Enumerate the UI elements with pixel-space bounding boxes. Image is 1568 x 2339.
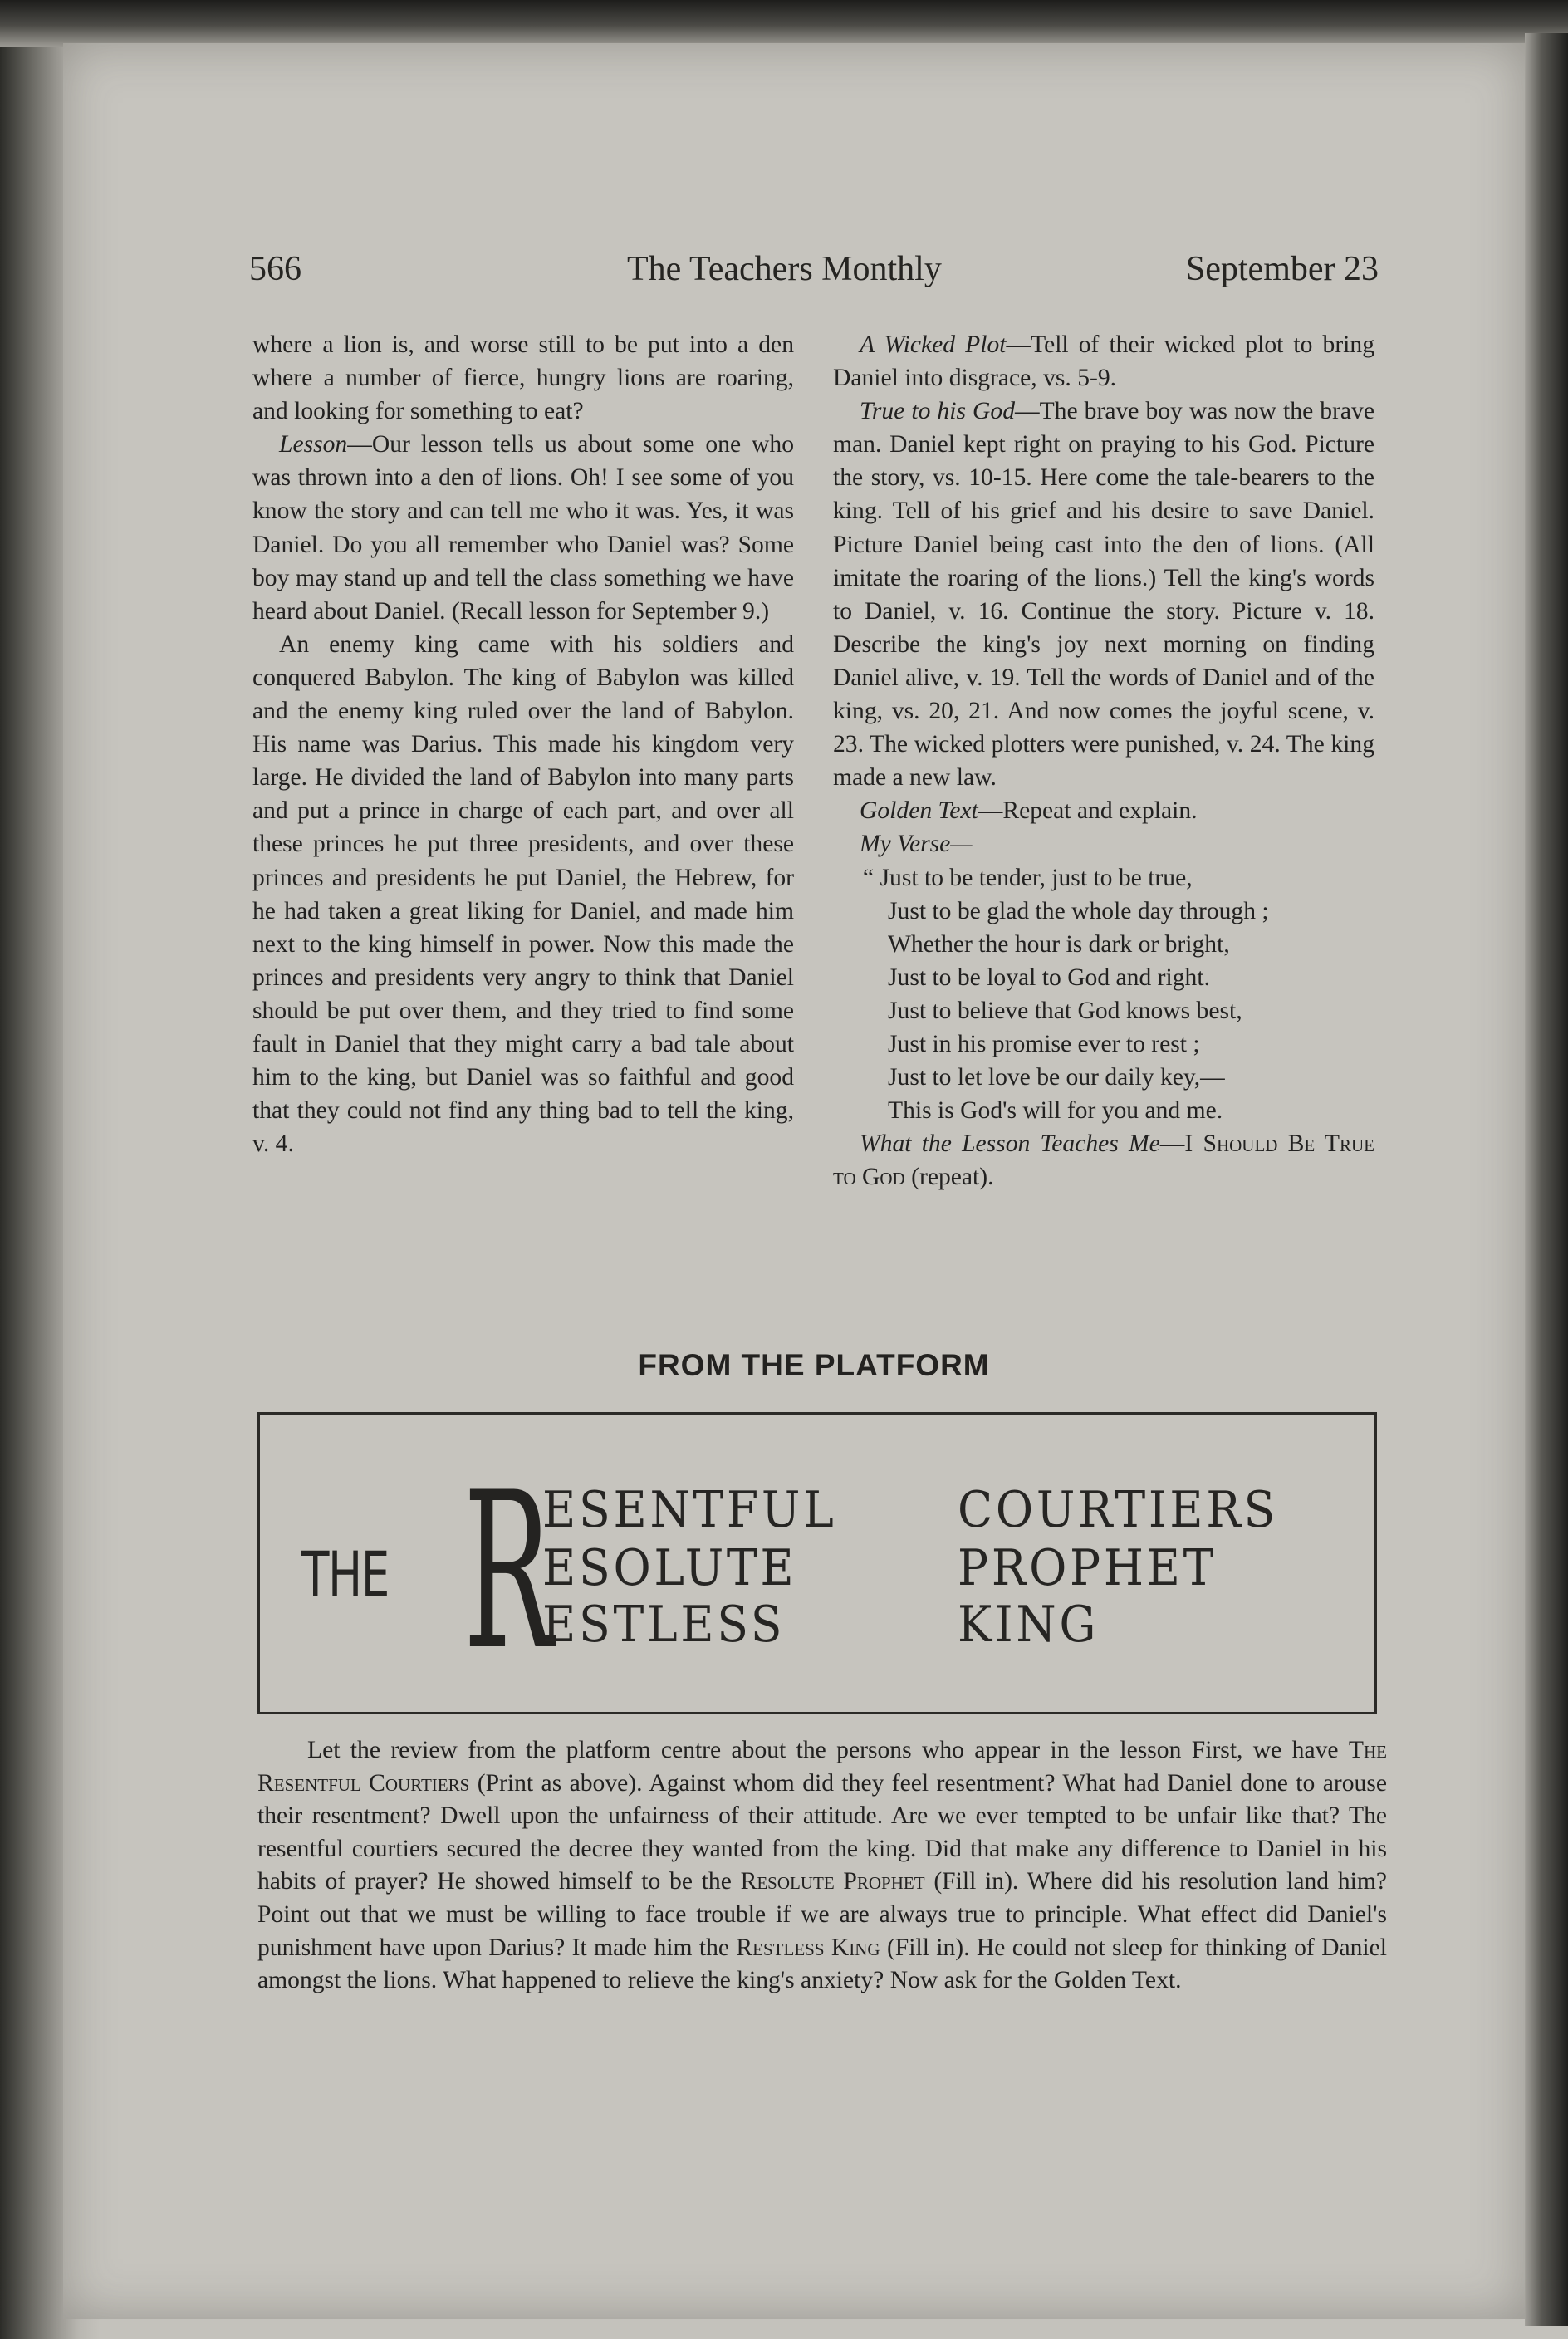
verse-line: This is God's will for you and me. xyxy=(888,1097,1223,1125)
review-paragraph xyxy=(257,1734,1387,1998)
lesson-teaches-dash: —I xyxy=(1159,1130,1203,1158)
diagram-word-resolute: ESOLUTE xyxy=(542,1539,797,1597)
page-number: 566 xyxy=(249,250,301,288)
verse-line: Just to be loyal to God and right. xyxy=(888,964,1210,991)
verse-line: Just to let love be our daily key,— xyxy=(888,1064,1225,1091)
true-to-god-text: —The brave boy was now the brave man. Daniel kept right on praying to his God. Picture the story, vs. 10-15. Here come the tale-bearers to the king. Tell of his grief and his desire to save Daniel. Picture Daniel being cast into the den of lions. (All imitate the roaring of the lions.) Tell the king's words to Daniel, v. 16. Continue the story. Picture v. 18. Describe the king's joy next morning on finding Daniel alive, v. 19. Tell the words of Daniel and of the king, vs. 20, 21. And now comes the joyful scene, v. 23. The wicked plotters were punished, v. 24. The king made a new law. xyxy=(833,398,1374,792)
review-text-part: (Print as above). Against whom did they feel resentment? What had Daniel done to arouse their resentment? Dwell upon the unfairness of their attitude. Are we ever tempted to be unfair like that? The resentful courtiers secured the decree they wanted from the king. Did that make any difference to Daniel in his habits of prayer? He showed himself to be the xyxy=(257,1769,1387,1895)
paragraph: An enemy king came with his soldiers and conquered Babylon. The king of Babylon was killed and the enemy king ruled over the land of Babylon. His name was Darius. This made his kingdom very large. He divided the land of Babylon into many parts and put a prince in charge of each part, and over all these princes he put three presidents, and over these princes and presidents he put Daniel, the Hebrew, for he had taken a great liking for Daniel, and made him next to the king himself in power. Now this made the princes and presidents very angry to think that Daniel should be put over them, and they tried to find some fault in Daniel that they might carry a bad tale about him to the king, but Daniel was so faithful and good that they could not find any thing bad to tell the king, v. 4. xyxy=(252,630,794,1158)
verse xyxy=(833,861,1374,1128)
my-verse-label: My Verse— xyxy=(860,831,973,858)
golden-text-paragraph xyxy=(833,794,1374,827)
left-column xyxy=(252,328,794,1160)
diagram-the: THE xyxy=(301,1537,389,1611)
diagram-word-courtiers: COURTIERS xyxy=(958,1481,1279,1539)
lesson-teaches-label: What the Lesson Teaches Me xyxy=(860,1130,1160,1158)
lesson-text: —Our lesson tells us about some one who was thrown into a den of lions. Oh! I see some of you know the story and can tell me who it was. Yes, it was Daniel. Do you all remember who Daniel was? Some boy may stand up and tell the class something we have heard about Daniel. (Recall lesson for September 9.) xyxy=(252,431,794,625)
verse-line: Just to be glad the whole day through ; xyxy=(888,897,1269,924)
review-restless-king: Restless King xyxy=(736,1934,880,1961)
golden-text-label: Golden Text xyxy=(860,797,978,825)
review-text xyxy=(257,1734,1387,1998)
platform-diagram xyxy=(257,1412,1377,1714)
diagram-word-resentful: ESENTFUL xyxy=(542,1481,837,1539)
right-edge xyxy=(1525,33,1568,2326)
diagram-word-restless: ESTLESS xyxy=(542,1596,786,1654)
verse-line: Whether the hour is dark or bright, xyxy=(888,930,1230,958)
verse-line: Just to believe that God knows best, xyxy=(888,997,1242,1024)
wicked-plot-label: A Wicked Plot xyxy=(860,331,1007,358)
golden-text-text: —Repeat and explain. xyxy=(978,797,1198,825)
diagram-word-king: KING xyxy=(958,1596,1100,1654)
verse-line: “ Just to be tender, just to be true, xyxy=(863,864,1193,891)
platform-heading: FROM THE PLATFORM xyxy=(638,1348,990,1382)
lesson-paragraph xyxy=(252,428,794,628)
issue-date: September 23 xyxy=(1185,250,1379,288)
verse-line: Just in his promise ever to rest ; xyxy=(888,1030,1200,1057)
true-to-god-paragraph xyxy=(833,395,1374,794)
lesson-teaches-paragraph xyxy=(833,1127,1374,1194)
paragraph: where a lion is, and worse still to be put into a den where a number of fierce, hungry lions are roaring, and looking for something to eat? xyxy=(252,331,794,425)
wicked-plot-text: —Tell of their wicked plot to bring Daniel into disgrace, vs. 5-9. xyxy=(833,331,1374,392)
review-resentful-courtiers: The Resentful Courtiers xyxy=(257,1737,1387,1797)
review-text-part: (Fill in). He could not sleep for thinking of Daniel amongst the lions. What happened to relieve the king's anxiety? Now ask for the Golden Text. xyxy=(257,1934,1387,1994)
review-text-part: Let the review from the platform centre about the persons who appear in the lesson First, we have xyxy=(307,1737,1349,1763)
wicked-plot-paragraph xyxy=(833,328,1374,395)
lesson-teaches-end: (repeat). xyxy=(904,1164,994,1191)
my-verse-heading xyxy=(833,827,1374,861)
true-to-god-label: True to his God xyxy=(860,398,1015,425)
lesson-teaches-text: Should Be True to God xyxy=(833,1130,1374,1191)
running-header xyxy=(249,249,1379,299)
top-edge xyxy=(0,0,1568,47)
review-resolute-prophet: Resolute Prophet xyxy=(740,1868,925,1895)
right-column xyxy=(833,328,1374,1194)
review-text-part: (Fill in). Where did his resolution land him? Point out that we must be willing to face trouble if we are always true to principle. What effect did Daniel's punishment have upon Darius? It made him the xyxy=(257,1868,1387,1961)
diagram-word-prophet: PROPHET xyxy=(958,1539,1218,1597)
lesson-label: Lesson xyxy=(279,431,348,458)
diagram-big-r: R xyxy=(463,1447,553,1698)
journal-title: The Teachers Monthly xyxy=(627,250,942,288)
